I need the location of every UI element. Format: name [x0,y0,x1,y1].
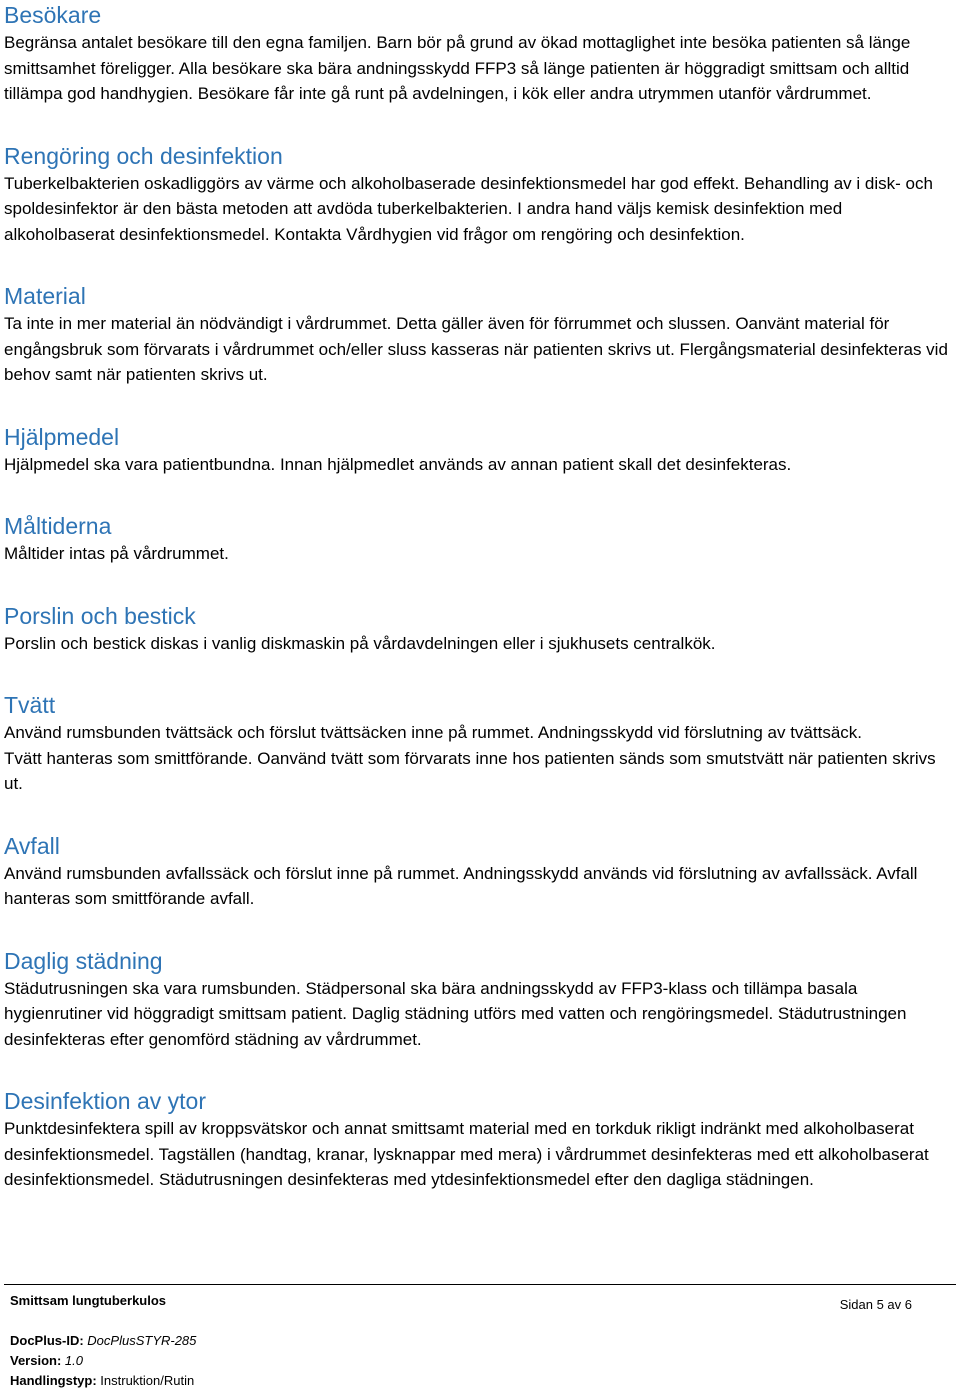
footer-page-number: Sidan 5 av 6 [839,1297,912,1312]
document-body [4,0,952,1193]
type-label: Handlingstyp: [10,1373,101,1388]
section-paragraph: Tuberkelbakterien oskadliggörs av värme och alkoholbaserade desinfektionsmedel har god effekt. Behandling av i disk- och spoldesinfektor är den bästa metoden att avdöda tuberkelbakterien. I andra hand väljs kemisk desinfektion med alkoholbaserat desinfektionsmedel. Kontakta Vårdhygien vid frågor om rengöring och desinfektion. [4,173,933,244]
footer-document-title: Smittsam lungtuberkulos [10,1293,167,1308]
version-value: 1.0 [64,1353,83,1368]
section-body [4,171,952,248]
section-body [4,30,952,107]
section-body [4,861,952,912]
section-hjalpmedel [4,422,952,478]
section-body [4,720,952,797]
section-paragraph: Måltider intas på vårdrummet. [4,544,229,563]
section-paragraph: Begränsa antalet besökare till den egna familjen. Barn bör på grund av ökad mottaglighet inte besöka patienten så länge smittsamhet föreligger. Alla besökare ska bära andningsskydd FFP3 så länge patienten är höggradigt smittsam och alltid tillämpa god handhygien. Besökare får inte gå runt på avdelningen, i kök eller andra utrymmen utanför vårdrummet. [4,33,911,103]
section-avfall [4,831,952,912]
section-paragraph: Ta inte in mer material än nödvändigt i vårdrummet. Detta gäller även för förrummet och slussen. Oanvänt material för engångsbruk som förvarats i vårdrummet och/eller sluss kasseras när patienten skrivs ut. Flergångsmaterial desinfekteras vid behov samt när patienten skrivs ut. [4,314,948,384]
footer-type-row [10,1371,196,1391]
section-paragraph: Använd rumsbunden tvättsäck och förslut tvättsäcken inne på rummet. Andningsskydd vid förslutning av tvättsäck. [4,723,863,742]
section-material [4,281,952,388]
section-paragraph: Porslin och bestick diskas i vanlig diskmaskin på vårdavdelningen eller i sjukhusets centralkök. [4,633,716,653]
version-label: Version: [10,1353,65,1368]
section-body [4,311,952,388]
section-heading: Besökare [4,2,102,28]
section-heading: Daglig städning [4,947,163,974]
section-heading: Material [4,283,86,309]
section-body [4,1116,952,1193]
section-body [4,976,952,1053]
section-paragraph: Använd rumsbunden avfallssäck och förslut inne på rummet. Andningsskydd används vid förslutning av avfallssäck. Avfall hanteras som smittförande avfall. [4,863,918,908]
section-heading: Desinfektion av ytor [4,1088,206,1114]
section-heading: Tvätt [4,692,56,718]
section-desinfektion-ytor [4,1086,952,1193]
section-body [4,631,952,657]
docplus-value: DocPlusSTYR-285 [87,1333,197,1348]
section-rengoring [4,141,952,248]
section-maltiderna [4,511,952,567]
section-paragraph: Städutrusningen ska vara rumsbunden. Städpersonal ska bära andningsskydd av FFP3-klass och tillämpa basala hygienrutiner vid höggradigt smittsam patient. Daglig städning utförs med vatten och rengöringsmedel. Städutrustningen desinfekteras efter genomförd städning av vårdrummet. [4,978,907,1049]
section-body [4,541,952,567]
section-heading: Hjälpmedel [4,423,120,450]
section-paragraph: Tvätt hanteras som smittförande. Oanvänd tvätt som förvarats inne hos patienten sänds som smutstvätt när patienten skrivs ut. [4,748,936,793]
section-tvatt [4,690,952,797]
section-daglig-stadning [4,946,952,1053]
section-heading: Porslin och bestick [4,602,196,629]
section-paragraph: Punktdesinfektera spill av kroppsvätskor och annat smittsamt material med en torkduk rikligt indränkt med alkoholbaserat desinfektionsmedel. Tagställen (handtag, kranar, lysknappar med mera) i vårdrummet desinfekteras med ett alkoholbaserat desinfektionsmedel. Städutrusningen desinfekteras med ytdesinfektionsmedel efter den dagliga städningen. [4,1119,929,1189]
footer-docplus-row [10,1331,196,1351]
section-heading: Avfall [4,832,60,859]
section-porslin [4,601,952,657]
section-heading: Rengöring och desinfektion [4,142,283,169]
section-besokare [4,0,952,107]
docplus-label: DocPlus-ID: [10,1333,88,1348]
type-value: Instruktion/Rutin [100,1373,195,1388]
page-footer [4,1284,956,1388]
footer-version-row [10,1351,196,1371]
section-body [4,452,952,478]
section-heading: Måltiderna [4,513,112,539]
footer-metadata [10,1331,196,1391]
section-paragraph: Hjälpmedel ska vara patientbundna. Innan hjälpmedlet används av annan patient skall det desinfekteras. [4,454,792,474]
